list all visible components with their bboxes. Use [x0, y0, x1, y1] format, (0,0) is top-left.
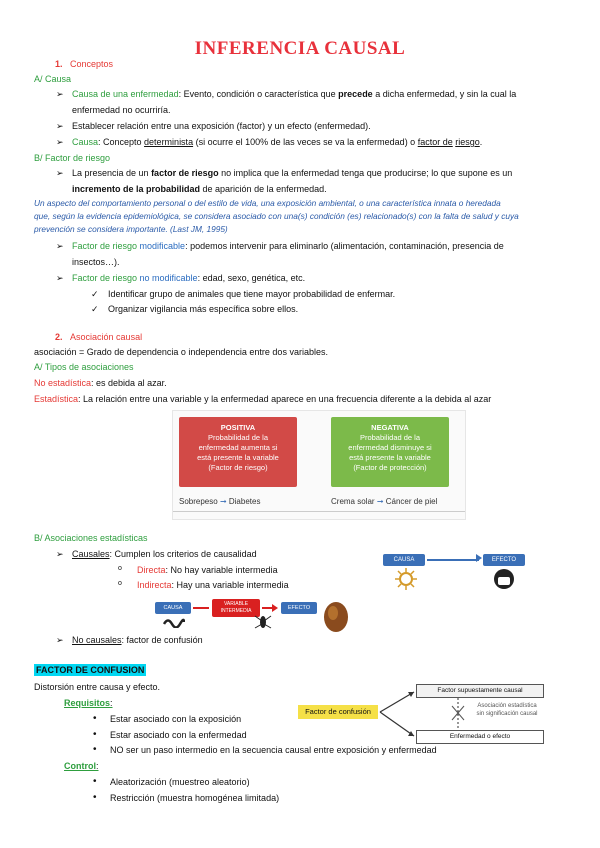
circle-bullet-icon: o	[118, 565, 122, 572]
subheading-tipos: A/ Tipos de asociaciones	[34, 362, 134, 372]
arrow-bullet-icon: ➢	[56, 241, 64, 251]
confounder-box: Factor de confusión	[298, 705, 378, 719]
no-mod-check-1: Identificar grupo de animales que tiene mayor probabilidad de enfermar.	[108, 289, 396, 299]
no-causales-item: No causales: factor de confusión	[72, 635, 203, 645]
factor-paragraph-cont: incremento de la probabilidad de aparición de la enfermedad.	[72, 184, 327, 194]
direct-causal-figure	[383, 552, 543, 592]
confusion-diagram	[298, 680, 548, 746]
cause-box: CAUSA	[383, 554, 425, 566]
directa-item: Directa: No hay variable intermedia	[137, 565, 278, 575]
heart-organ-icon	[321, 598, 351, 634]
worm-icon	[163, 616, 185, 628]
subheading-factor-riesgo: B/ Factor de riesgo	[34, 153, 111, 163]
association-note: Asociación estadística sin significación causal	[476, 703, 538, 717]
check-icon: ✓	[91, 304, 99, 314]
arrow-bullet-icon: ➢	[56, 89, 64, 99]
no-mod-check-2: Organizar vigilancia más específica sobre ellos.	[108, 304, 299, 314]
section-2-heading: 2. Asociación causal	[55, 332, 143, 342]
arrow-right-icon: ➞	[376, 497, 384, 506]
control-item: Restricción (muestra homogénea limitada)	[110, 793, 280, 803]
requisito-item: NO ser un paso intermedio en la secuencia causal entre exposición y enfermedad	[110, 745, 437, 755]
sick-person-icon	[493, 568, 515, 590]
causales-item: Causales: Cumplen los criterios de causalidad	[72, 549, 257, 559]
supposed-causal-box: Factor supuestamente causal	[416, 684, 544, 698]
check-icon: ✓	[91, 289, 99, 299]
confusion-definition: Distorsión entre causa y efecto.	[34, 682, 161, 692]
arrow-bullet-icon: ➢	[56, 273, 64, 283]
requisito-item: Estar asociado con la exposición	[110, 714, 242, 724]
positive-association-box: POSITIVA Probabilidad de la enfermedad aumenta si está presente la variable (Factor de riesgo)	[179, 417, 297, 487]
indirect-causal-figure	[155, 598, 355, 634]
control-item: Aleatorización (muestreo aleatorio)	[110, 777, 250, 787]
effect-box: EFECTO	[281, 602, 317, 614]
definition-quote: Un aspecto del comportamiento personal o del estilo de vida, una exposición ambiental, o una característica innata o heredada que, según la evidencia epidemiológica, se considera asociado con una(s) condición (es) relacionado(s) con la falta de salud y cuya prevención se considera importante. (Last JM, 1995)	[34, 198, 519, 234]
dot-bullet-icon: •	[93, 744, 97, 755]
negative-example: Crema solar ➞ Cáncer de piel	[331, 497, 438, 506]
causa-item-1: Causa de una enfermedad: Evento, condición o característica que precede a dicha enfermedad, y sin la cual la	[72, 89, 517, 99]
no-estadistica: No estadística: es debida al azar.	[34, 378, 167, 388]
causa-item-1-cont: enfermedad no ocurriría.	[72, 105, 171, 115]
arrow-bullet-icon: ➢	[56, 137, 64, 147]
effect-box: Enfermedad o efecto	[416, 730, 544, 744]
dot-bullet-icon: •	[93, 729, 97, 740]
cause-box: CAUSA	[155, 602, 191, 614]
arrow-bullet-icon: ➢	[56, 168, 64, 178]
factor-modificable: Factor de riesgo modificable: podemos intervenir para eliminarlo (alimentación, contaminación, presencia de	[72, 241, 504, 251]
mosquito-icon	[253, 612, 273, 632]
estadistica: Estadística: La relación entre una variable y la enfermedad aparece en una frecuencia diferente a la debida al azar	[34, 394, 492, 404]
negative-association-box: NEGATIVA Probabilidad de la enfermedad disminuye si está presente la variable (Factor de protección)	[331, 417, 449, 487]
dot-bullet-icon: •	[93, 776, 97, 787]
page-title: INFERENCIA CAUSAL	[194, 38, 406, 59]
arrow-right-icon: ➞	[219, 497, 227, 506]
subheading-causa: A/ Causa	[34, 74, 72, 84]
asociacion-definition: asociación = Grado de dependencia o independencia entre dos variables.	[34, 347, 328, 357]
factor-modificable-cont: insectos…).	[72, 257, 120, 267]
effect-box: EFECTO	[483, 554, 525, 566]
arrow-bullet-icon: ➢	[56, 549, 64, 559]
factor-no-modificable: Factor de riesgo no modificable: edad, sexo, genética, etc.	[72, 273, 306, 283]
circle-bullet-icon: o	[118, 580, 122, 587]
requisito-item: Estar asociado con la enfermedad	[110, 730, 247, 740]
causa-item-2: Establecer relación entre una exposición (factor) y un efecto (enfermedad).	[72, 121, 371, 131]
intermediate-variable-box: VARIABLE INTERMEDIA	[212, 599, 260, 617]
association-types-figure	[172, 410, 466, 520]
confusion-heading: FACTOR DE CONFUSION	[36, 665, 145, 675]
requisitos-heading: Requisitos:	[64, 698, 113, 708]
indirecta-item: Indirecta: Hay una variable intermedia	[137, 580, 289, 590]
subheading-asociaciones: B/ Asociaciones estadísticas	[34, 533, 148, 543]
factor-paragraph: La presencia de un factor de riesgo no implica que la enfermedad tenga que producirse; lo que supone es un	[72, 168, 513, 178]
arrow-bullet-icon: ➢	[56, 635, 64, 645]
arrow-bullet-icon: ➢	[56, 121, 64, 131]
causa-item-3: Causa: Concepto determinista (si ocurre el 100% de las veces se va la enfermedad) o factor de riesgo.	[72, 137, 483, 147]
control-heading: Control:	[64, 761, 99, 771]
positive-example: Sobrepeso ➞ Diabetes	[179, 497, 261, 506]
section-1-heading: 1. Conceptos	[55, 59, 114, 69]
virus-icon	[395, 568, 417, 590]
dot-bullet-icon: •	[93, 713, 97, 724]
dot-bullet-icon: •	[93, 792, 97, 803]
